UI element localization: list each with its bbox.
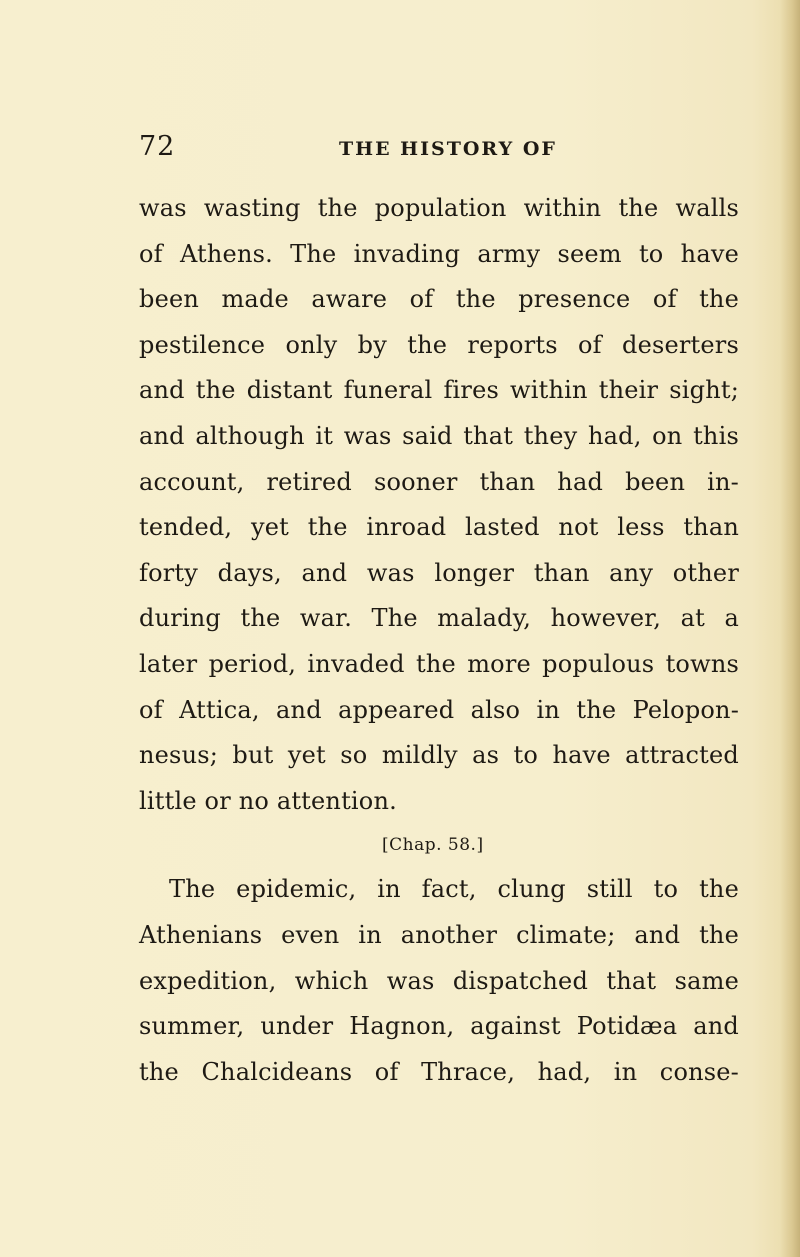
paragraph-2 [139,867,739,1095]
text-line: little or no attention. [139,786,397,815]
text-line: forty days, and was longer than any other [139,558,739,587]
text-line: summer, under Hagnon, against Potidæa and [139,1012,739,1041]
running-head: THE HISTORY OF [339,138,557,160]
text-line: the Chalcideans of Thrace, had, in conse- [139,1057,739,1086]
text-line: later period, invaded the more populous towns [139,649,739,678]
text-line: nesus; but yet so mildly as to have attracted [139,741,739,770]
page-edge-shadow [780,0,800,1257]
text-line: and the distant funeral fires within their sight; [139,376,739,405]
page-number: 72 [139,131,176,162]
text-line: Athenians even in another climate; and the [139,920,739,949]
text-line: account, retired sooner than had been in- [139,467,739,496]
paragraph-1 [139,186,739,824]
text-line: of Athens. The invading army seem to have [139,239,739,268]
text-line: The epidemic, in fact, clung still to the [169,875,739,904]
page-header [139,127,739,167]
text-line: been made aware of the presence of the [139,285,739,314]
text-line: tended, yet the inroad lasted not less than [139,513,739,542]
chapter-reference: [Chap. 58.] [382,835,484,856]
body-text [139,186,739,1095]
text-line: and although it was said that they had, on this [139,421,739,450]
text-line: expedition, which was dispatched that same [139,966,739,995]
text-line: of Attica, and appeared also in the Pelopon- [139,695,739,724]
text-line: pestilence only by the reports of deserters [139,330,739,359]
text-line: during the war. The malady, however, at a [139,604,739,633]
text-line: was wasting the population within the walls [139,194,739,222]
